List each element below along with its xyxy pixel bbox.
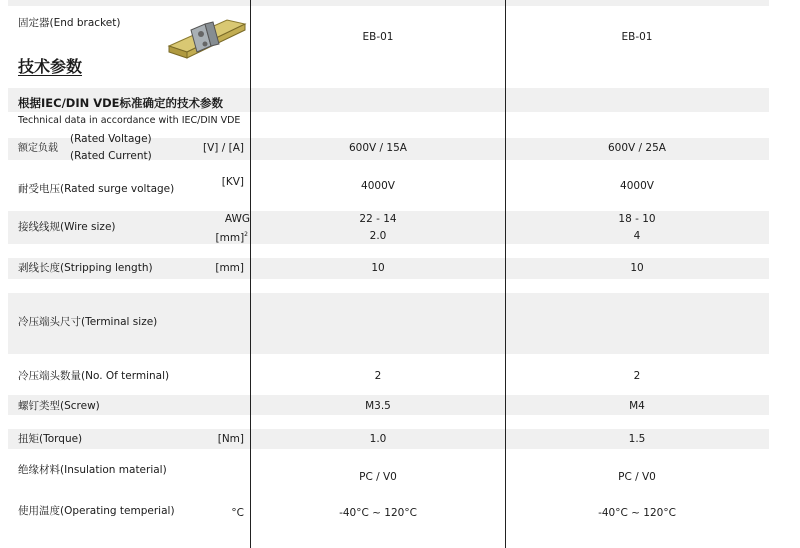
- wire-col-2-awg: 18 - 10: [618, 213, 656, 225]
- surge-unit: [KV]: [221, 176, 244, 188]
- surge-label: 耐受电压(Rated surge voltage): [18, 183, 175, 195]
- strip-label: 剥线长度(Stripping length): [18, 262, 153, 274]
- temp-unit: °C: [231, 507, 244, 519]
- insulation-col-2: PC / V0: [618, 471, 656, 483]
- screw-col-2: M4: [629, 400, 645, 412]
- strip-col-1: 10: [371, 262, 385, 274]
- torque-col-1: 1.0: [369, 433, 387, 445]
- row-band-top: [8, 0, 769, 6]
- standard-label-en: Technical data in accordance with IEC/DIN VDE: [18, 115, 241, 126]
- wire-label: 接线线规(Wire size): [18, 221, 116, 233]
- wire-unit-awg: AWG: [224, 213, 250, 225]
- insulation-col-1: PC / V0: [359, 471, 397, 483]
- strip-unit: [mm]: [215, 262, 244, 274]
- strip-col-2: 10: [630, 262, 644, 274]
- torque-col-2: 1.5: [628, 433, 646, 445]
- surge-col-2: 4000V: [620, 180, 654, 192]
- temp-label: 使用温度(Operating temperial): [18, 505, 175, 517]
- model-col-1: EB-01: [362, 31, 394, 43]
- screw-col-1: M3.5: [365, 400, 391, 412]
- terminal-size-label: 冷压端头尺寸(Terminal size): [18, 316, 158, 328]
- rated-voltage-label: (Rated Voltage): [70, 133, 152, 145]
- wire-col-1-mm: 2.0: [369, 230, 387, 242]
- torque-label: 扭矩(Torque): [18, 433, 83, 445]
- rated-col-2: 600V / 25A: [608, 142, 666, 154]
- terminal-no-col-1: 2: [374, 370, 382, 382]
- insulation-label: 绝缘材料(Insulation material): [18, 464, 167, 476]
- torque-unit: [Nm]: [217, 433, 244, 445]
- wire-unit-mm: [mm]$^2$: [215, 231, 248, 244]
- wire-col-2-mm: 4: [633, 230, 641, 242]
- temp-col-2: -40°C ~ 120°C: [598, 507, 676, 519]
- section-title: 技术参数: [18, 57, 83, 76]
- surge-col-1: 4000V: [361, 180, 395, 192]
- product-label: 固定器(End bracket): [18, 17, 121, 29]
- din-rail-end-bracket-image: [165, 16, 249, 60]
- terminal-no-col-2: 2: [633, 370, 641, 382]
- rated-col-1: 600V / 15A: [349, 142, 407, 154]
- terminal-no-label: 冷压端头数量(No. Of terminal): [18, 370, 170, 382]
- rated-label-cn: 额定负载: [18, 143, 58, 154]
- temp-col-1: -40°C ~ 120°C: [339, 507, 417, 519]
- wire-col-1-awg: 22 - 14: [359, 213, 397, 225]
- model-col-2: EB-01: [621, 31, 653, 43]
- standard-label-cn: 根据IEC/DIN VDE标准确定的技术参数: [18, 96, 224, 110]
- screw-label: 螺钉类型(Screw): [18, 400, 100, 412]
- rated-unit: [V] / [A]: [203, 142, 244, 154]
- rated-current-label: (Rated Current): [70, 150, 152, 162]
